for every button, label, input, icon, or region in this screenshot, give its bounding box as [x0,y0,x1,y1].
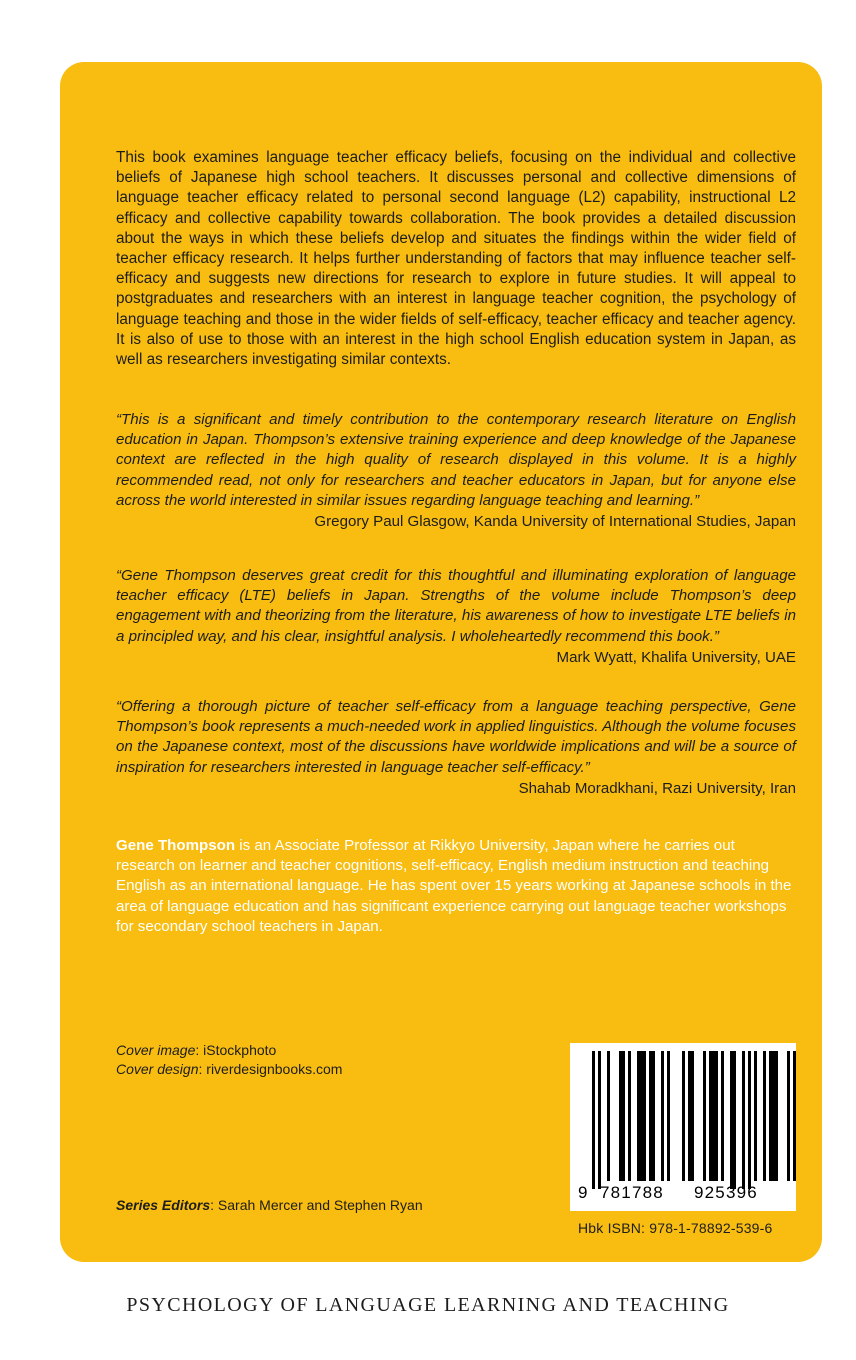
barcode-digits [570,1181,796,1207]
barcode-bar [607,1051,610,1181]
barcode-bar [730,1051,736,1189]
series-title: PSYCHOLOGY OF LANGUAGE LEARNING AND TEACHING [126,1294,730,1316]
cover-credits [116,1041,342,1079]
barcode-bar [637,1051,646,1181]
barcode-bar [661,1051,664,1181]
barcode-bar [787,1051,790,1181]
isbn: Hbk ISBN: 978-1-78892-539-6 [578,1220,773,1236]
barcode-bar [769,1051,778,1181]
barcode-bar [688,1051,694,1181]
endorsement-text: “Gene Thompson deserves great credit for this thoughtful and illuminating exploration of language teacher efficacy (LTE) beliefs in Japan. Strengths of the volume include Thompson’s deep engagement with and theorizing from the literature, his awareness of how to investigate LTE beliefs in a principled way, and his clear, insightful analysis. I wholeheartedly recommend this book.” [116,567,796,645]
barcode [570,1043,796,1211]
barcode-digit-first: 9 [578,1183,589,1202]
series-editors-value: : Sarah Mercer and Stephen Ryan [210,1197,423,1213]
barcode-bar [703,1051,706,1181]
endorsement [116,697,796,799]
series-editors [116,1196,423,1215]
barcode-bar [793,1051,796,1181]
barcode-bar [763,1051,766,1181]
author-name: Gene Thompson [116,837,236,854]
author-bio-text: is an Associate Professor at Rikkyo University, Japan where he carries out research on learner and teacher cognitions, self-efficacy, English medium instruction and teaching English as an international language. He has spent over 15 years working at Japanese schools in the area of language education and has significant experience carrying out language teacher workshops for secondary school teachers in Japan. [116,837,792,935]
barcode-bar [667,1051,670,1181]
barcode-bar [721,1051,724,1181]
cover-design-value: : riverdesignbooks.com [198,1061,343,1077]
cover-image-label: Cover image [116,1042,196,1058]
barcode-bar [709,1051,718,1181]
barcode-bar [754,1051,757,1181]
author-bio [116,836,796,937]
barcode-bar [649,1051,655,1181]
endorsement-attribution: Shahab Moradkhani, Razi University, Iran [518,779,796,797]
cover-design-credit [116,1060,342,1079]
barcode-digits-right: 925396 [694,1183,758,1202]
series-editors-label: Series Editors [116,1197,211,1213]
cover-image-value: : iStockphoto [195,1042,277,1058]
cover-image-credit [116,1041,342,1060]
book-description: This book examines language teacher efficacy beliefs, focusing on the individual and collective beliefs of Japanese high school teachers. It discusses personal and collective dimensions of language teacher efficacy related to personal second language (L2) capability, instructional L2 efficacy and collective capability towards collaboration. The book provides a detailed discussion about the ways in which these beliefs develop and situates the findings within the wider field of teacher efficacy research. It helps further understanding of factors that may influence teacher self-efficacy and suggests new directions for research to explore in future studies. It will appeal to postgraduates and researchers with an interest in language teacher cognition, the psychology of language teaching and those in the wider fields of self-efficacy, teacher efficacy and teacher agency. It is also of use to those with an interest in the high school English education system in Japan, as well as researchers investigating similar contexts. [116,149,796,369]
barcode-bar [619,1051,625,1181]
endorsement-attribution: Mark Wyatt, Khalifa University, UAE [556,648,796,666]
barcode-bar [682,1051,685,1181]
endorsement [116,566,796,668]
barcode-bar [628,1051,631,1181]
barcode-bar [748,1051,751,1189]
barcode-bar [592,1051,595,1189]
endorsement [116,410,796,532]
barcode-bar [742,1051,745,1189]
barcode-bar [598,1051,601,1189]
endorsement-attribution: Gregory Paul Glasgow, Kanda University of International Studies, Japan [314,513,796,531]
endorsement-text: “Offering a thorough picture of teacher self-efficacy from a language teaching perspective, Gene Thompson’s book represents a much-needed work in applied linguistics. Although the volume focuses on the Japanese context, most of the discussions have worldwide implications and will be a source of inspiration for researchers interested in language teacher self-efficacy.” [116,698,796,776]
barcode-digits-left: 781788 [600,1183,664,1202]
cover-design-label: Cover design [116,1061,199,1077]
endorsement-text: “This is a significant and timely contribution to the contemporary research literature on English education in Japan. Thompson’s extensive training experience and deep knowledge of the Japanese context are reflected in the high quality of research displayed in this volume. It is a highly recommended read, not only for researchers and teacher educators in Japan, but for anyone else across the world interested in similar issues regarding language teaching and learning.” [116,411,796,509]
